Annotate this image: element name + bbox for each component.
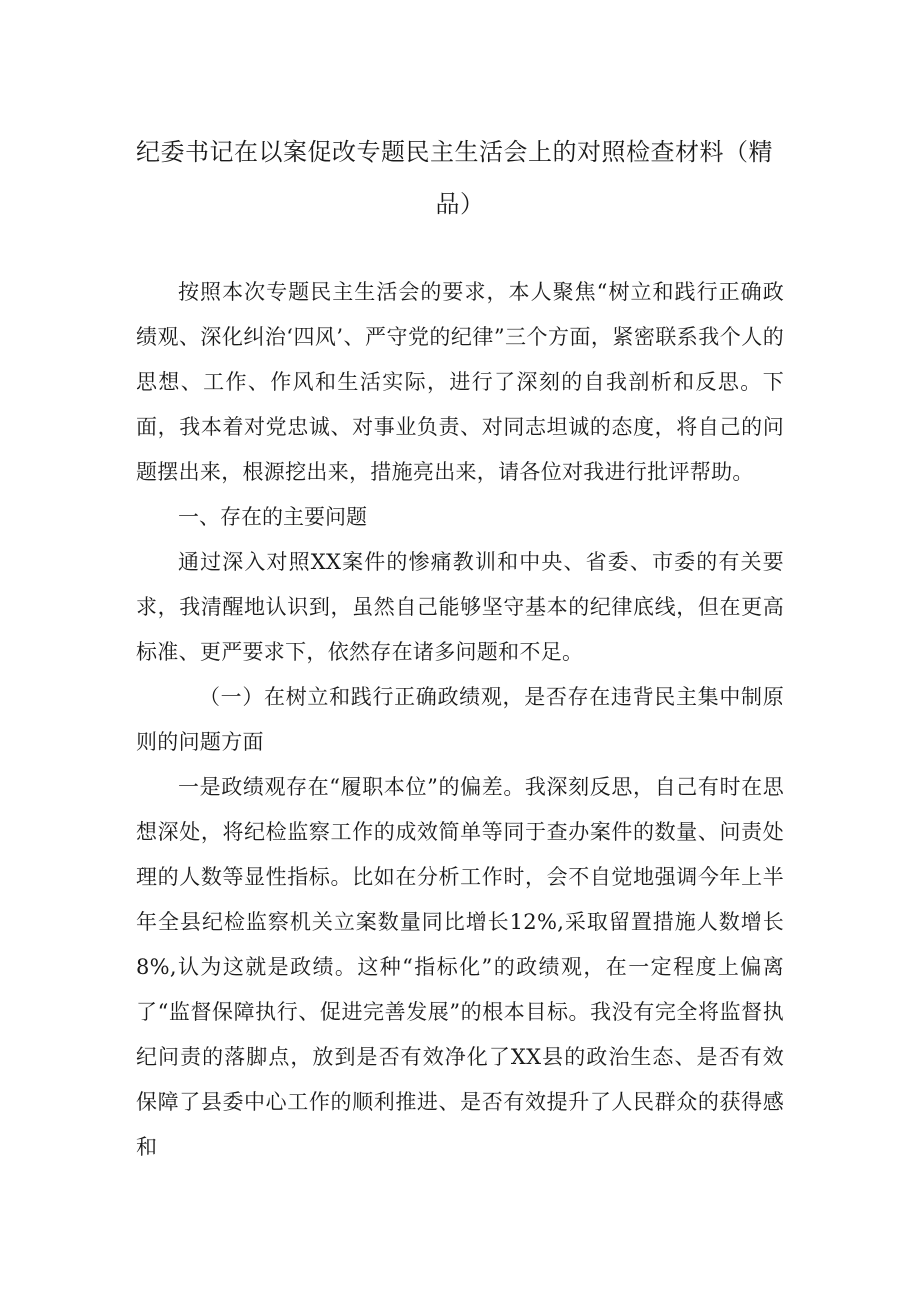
document-body (136, 270, 784, 1170)
paragraph-intro: 按照本次专题民主生活会的要求，本人聚焦“树立和践行正确政绩观、深化纠治‘四风’、严守党的纪律”三个方面，紧密联系我个人的思想、工作、作风和生活实际，进行了深刻的自我剖析和反思。下面，我本着对党忠诚、对事业负责、对同志坦诚的态度，将自己的问题摆出来，根源挖出来，措施亮出来，请各位对我进行批评帮助。 (136, 280, 784, 484)
document-title (136, 126, 784, 230)
paragraph-overview: 通过深入对照XX案件的惨痛教训和中央、省委、市委的有关要求，我清醒地认识到，虽然自己能够坚守基本的纪律底线，但在更高标准、更严要求下，依然存在诸多问题和不足。 (136, 550, 784, 664)
title-line-2: 品） (435, 190, 485, 218)
paragraph-point-one: 一是政绩观存在“履职本位”的偏差。我深刻反思，自己有时在思想深处，将纪检监察工作的成效简单等同于查办案件的数量、问责处理的人数等显性指标。比如在分析工作时，会不自觉地强调今年上半年全县纪检监察机关立案数量同比增长12%,采取留置措施人数增长8%,认为这就是政绩。这种“指标化”的政绩观，在一定程度上偏离了“监督保障执行、促进完善发展”的根本目标。我没有完全将监督执纪问责的落脚点，放到是否有效净化了XX县的政治生态、是否有效保障了县委中心工作的顺利推进、是否有效提升了人民群众的获得感和 (136, 775, 784, 1159)
section-heading: 一、存在的主要问题 (178, 505, 367, 529)
title-line-1: 纪委书记在以案促改专题民主生活会上的对照检查材料（精 (136, 138, 773, 166)
subsection-heading: （一）在树立和践行正确政绩观，是否存在违背民主集中制原则的问题方面 (136, 685, 784, 754)
